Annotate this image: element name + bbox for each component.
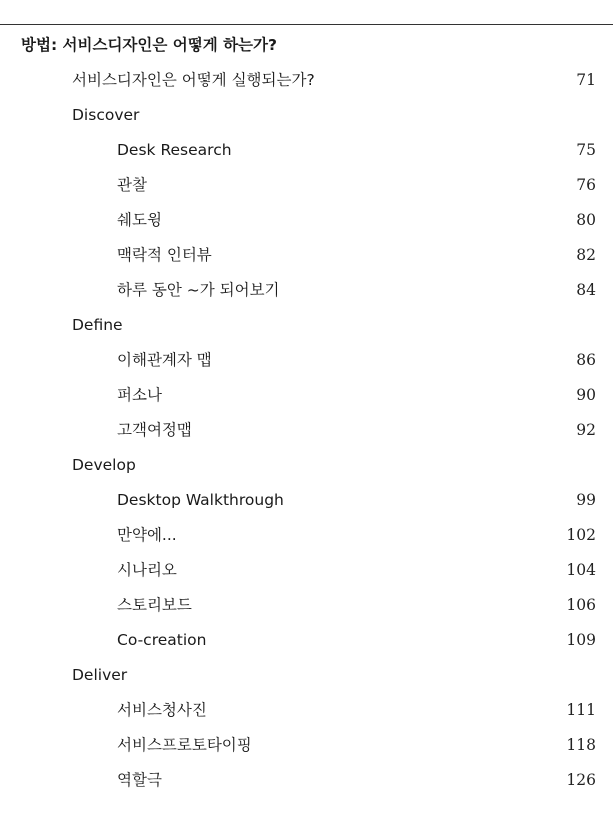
toc-entry[interactable] — [0, 765, 613, 795]
toc-entry-label: 스토리보드 — [117, 596, 192, 614]
toc-entry-page: 109 — [566, 631, 596, 649]
toc-entry-page: 71 — [576, 71, 596, 89]
toc-entry-label: 만약에... — [117, 526, 177, 544]
toc-entry-page: 92 — [576, 421, 596, 439]
toc-entry[interactable] — [0, 345, 613, 375]
toc-entry-label: 고객여정맵 — [117, 421, 192, 439]
toc-group-heading[interactable] — [0, 660, 613, 690]
toc-entry[interactable] — [0, 625, 613, 655]
toc-group-heading[interactable] — [0, 310, 613, 340]
top-rule — [0, 24, 613, 25]
toc-group-label: Develop — [72, 456, 136, 474]
toc-entry[interactable] — [0, 730, 613, 760]
toc-section-title: 방법: 서비스디자인은 어떻게 하는가? — [21, 36, 277, 54]
toc-entry[interactable] — [0, 555, 613, 585]
toc-entry-label: 서비스프로토타이핑 — [117, 736, 252, 754]
toc-entry-page: 118 — [566, 736, 596, 754]
toc-entry-label: 관찰 — [117, 176, 147, 194]
toc-entry[interactable] — [0, 170, 613, 200]
toc-entry[interactable] — [0, 485, 613, 515]
toc-entry-page: 86 — [576, 351, 596, 369]
toc-entry-label: Desk Research — [117, 141, 232, 159]
toc-entry-label: 시나리오 — [117, 561, 177, 579]
toc-entry-label: Desktop Walkthrough — [117, 491, 284, 509]
toc-entry-label: 이해관계자 맵 — [117, 351, 212, 369]
toc-entry-page: 82 — [576, 246, 596, 264]
toc-entry-label: 하루 동안 ~가 되어보기 — [117, 281, 280, 299]
toc-entry-label: 맥락적 인터뷰 — [117, 246, 212, 264]
toc-entry[interactable] — [0, 695, 613, 725]
toc-group-label: Deliver — [72, 666, 128, 684]
toc-entry-page: 84 — [576, 281, 596, 299]
toc-entry[interactable] — [0, 135, 613, 165]
toc-entry-page: 99 — [576, 491, 596, 509]
toc-entry[interactable] — [0, 590, 613, 620]
toc-group-heading[interactable] — [0, 450, 613, 480]
toc-group-label: Discover — [72, 106, 140, 124]
toc-entry[interactable] — [0, 275, 613, 305]
toc-entry-page: 104 — [566, 561, 596, 579]
toc-entry[interactable] — [0, 65, 613, 95]
toc-entry[interactable] — [0, 415, 613, 445]
toc-entry-page: 111 — [566, 701, 596, 719]
toc-entry-page: 90 — [576, 386, 596, 404]
toc-entry-page: 80 — [576, 211, 596, 229]
toc-entry-page: 126 — [566, 771, 596, 789]
toc-entry-page: 75 — [576, 141, 596, 159]
toc-entry-page: 76 — [576, 176, 596, 194]
toc-entry[interactable] — [0, 520, 613, 550]
toc-group-label: Define — [72, 316, 123, 334]
toc-entry-label: 서비스청사진 — [117, 701, 207, 719]
toc-entry-label: 서비스디자인은 어떻게 실행되는가? — [72, 71, 315, 89]
toc-group-heading[interactable] — [0, 100, 613, 130]
toc-entry[interactable] — [0, 205, 613, 235]
toc-entry-page: 106 — [566, 596, 596, 614]
toc-entry-label: 역할극 — [117, 771, 162, 789]
toc-entry-page: 102 — [566, 526, 596, 544]
toc-entry-label: 쉐도윙 — [117, 211, 162, 229]
toc-entry-label: Co-creation — [117, 631, 207, 649]
toc-section-heading[interactable] — [0, 30, 613, 60]
toc-entry-label: 퍼소나 — [117, 386, 162, 404]
toc-entry[interactable] — [0, 240, 613, 270]
toc-entry[interactable] — [0, 380, 613, 410]
